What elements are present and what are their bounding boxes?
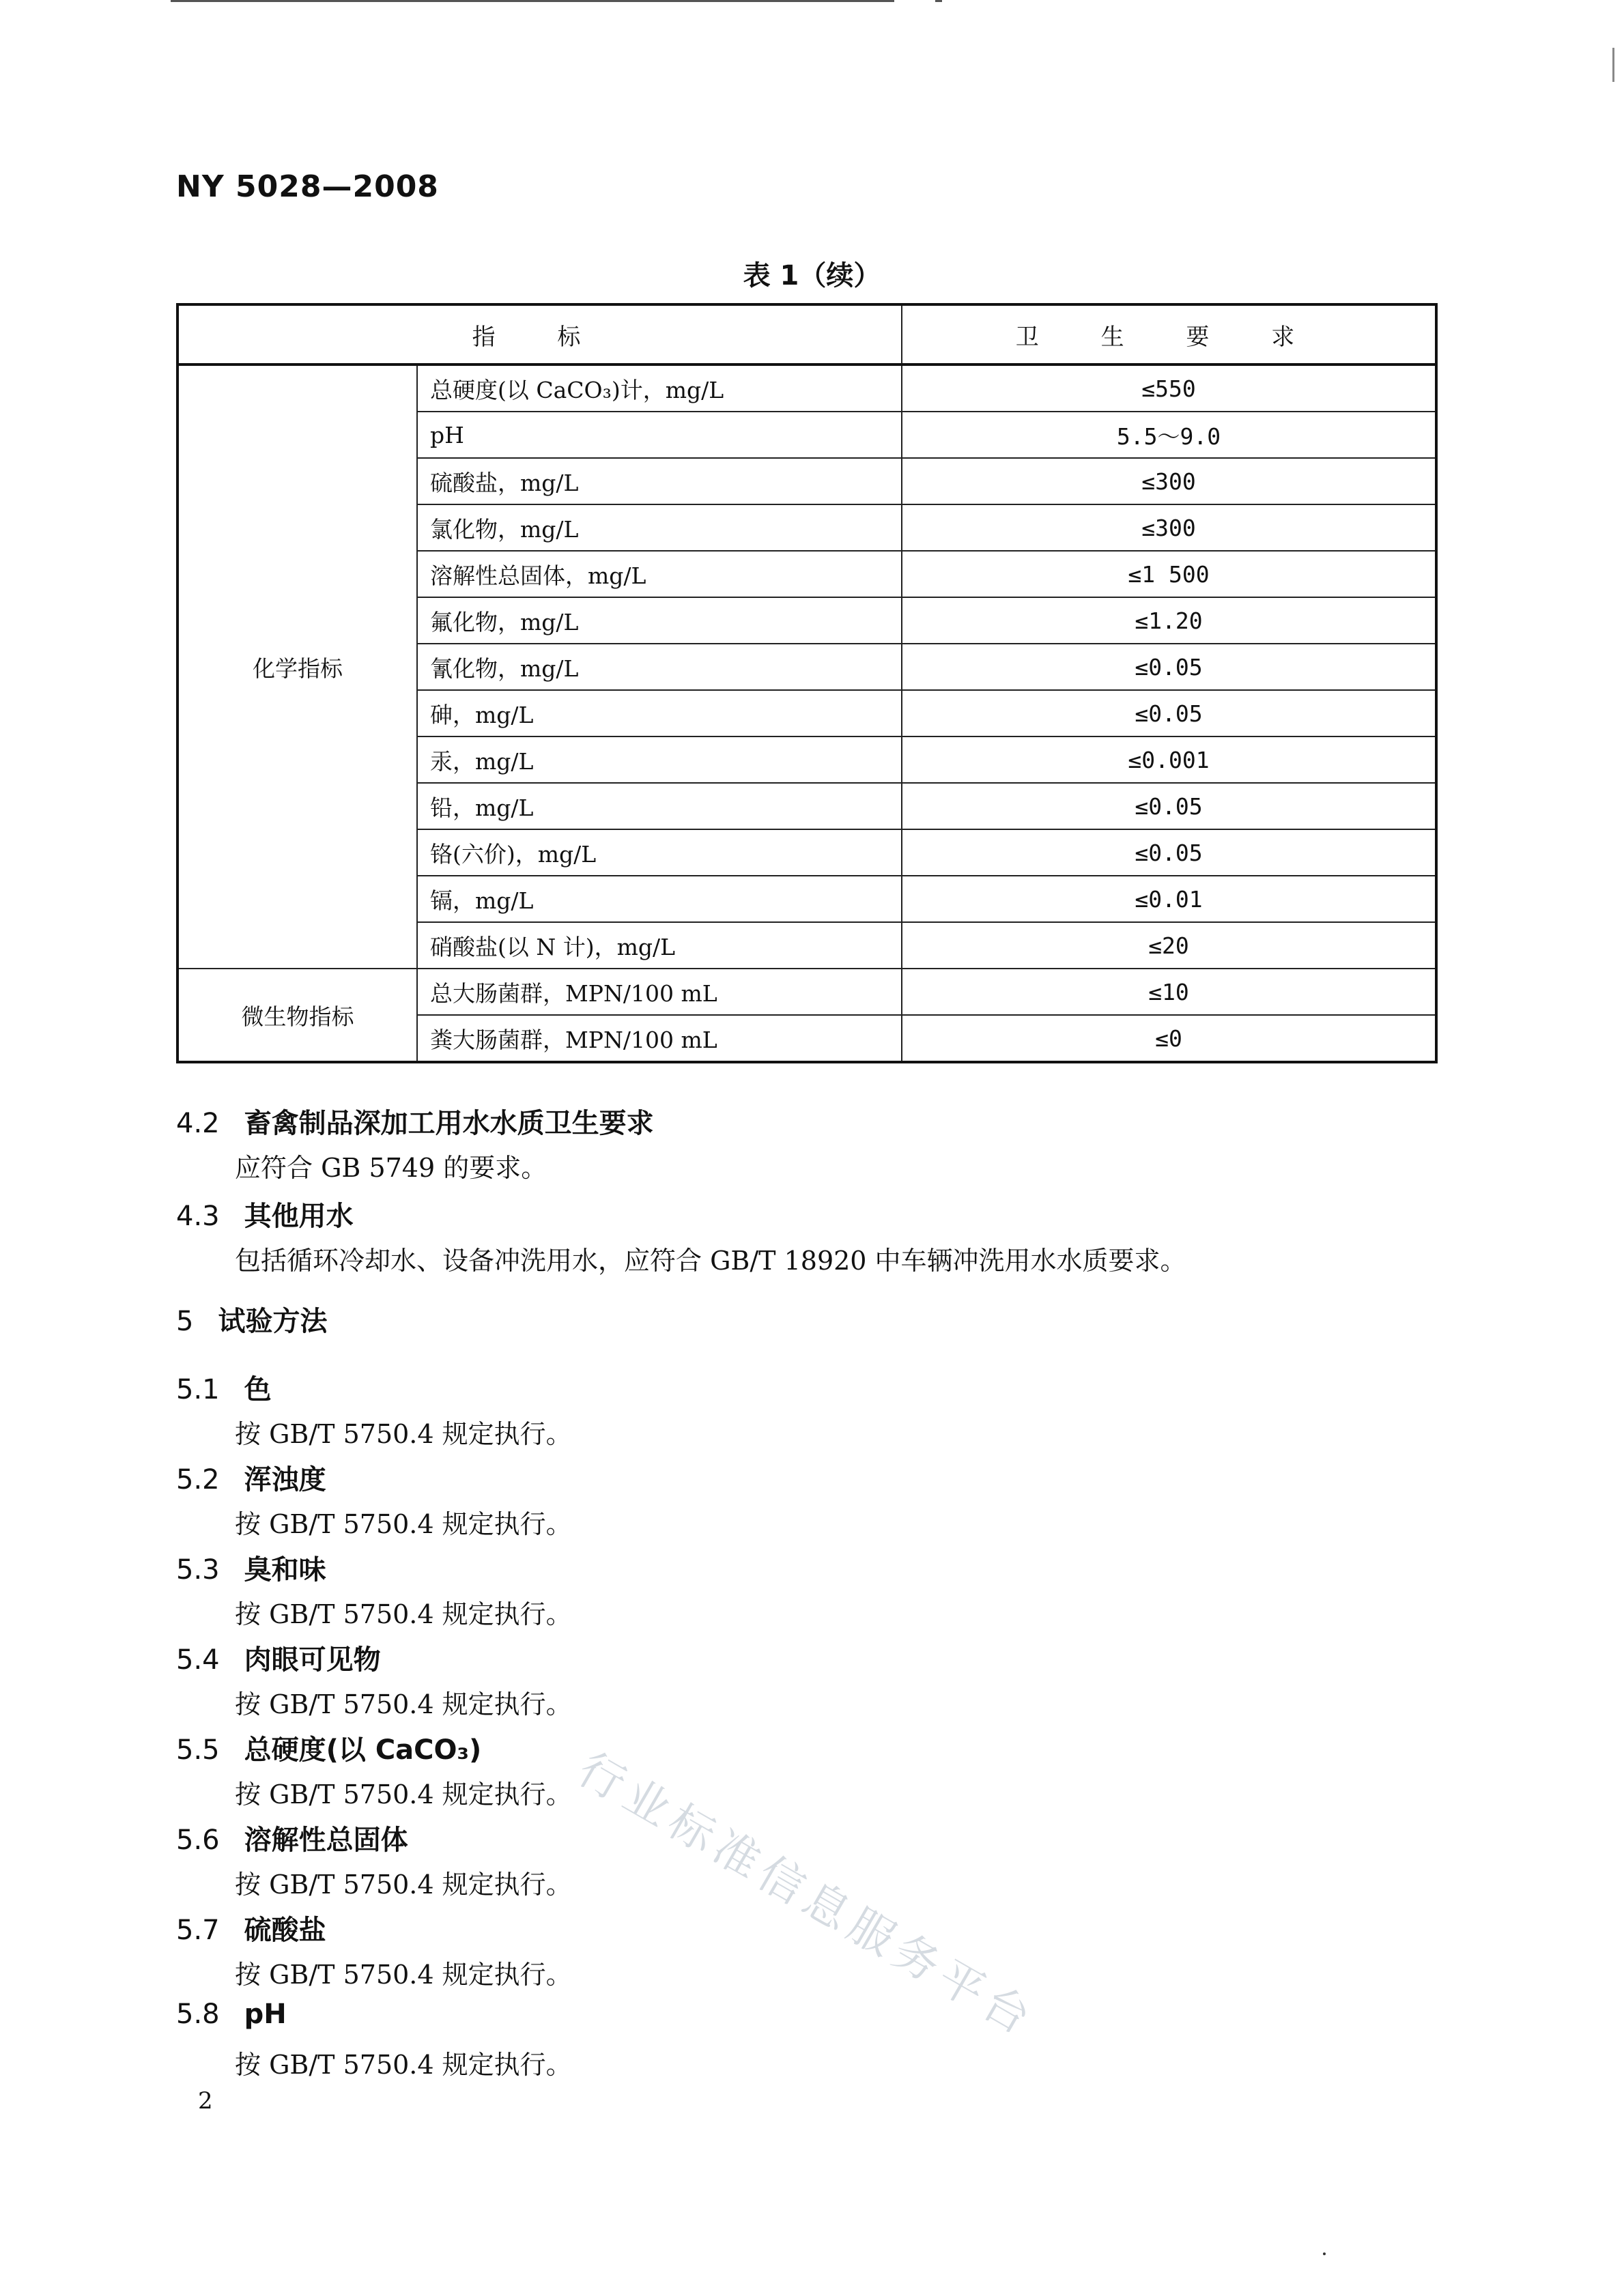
requirement-cell: ≤0.05: [902, 644, 1436, 690]
section-number: 5.4: [176, 1644, 220, 1676]
section-heading: [176, 1999, 287, 2030]
table-row: [177, 969, 1436, 1015]
indicator-cell: 硫酸盐，mg/L: [417, 458, 902, 504]
indicator-cell: 镉，mg/L: [417, 876, 902, 922]
page-number: 2: [198, 2087, 213, 2115]
table-header-row: [177, 304, 1436, 364]
indicator-cell: 砷，mg/L: [417, 690, 902, 736]
section-heading: [176, 1300, 327, 1339]
requirement-cell: ≤300: [902, 458, 1436, 504]
spec-table: [176, 303, 1438, 1063]
indicator-cell: 氯化物，mg/L: [417, 504, 902, 551]
section-body: 按 GB/T 5750.4 规定执行。: [235, 1419, 572, 1449]
section-heading: [176, 1194, 354, 1233]
section-number: 4.2: [176, 1108, 220, 1139]
standard-code: NY 5028—2008: [176, 169, 439, 204]
requirement-cell: ≤20: [902, 922, 1436, 969]
requirement-cell: ≤550: [902, 364, 1436, 412]
requirement-cell: ≤300: [902, 504, 1436, 551]
indicator-cell: 溶解性总固体，mg/L: [417, 551, 902, 597]
section-number: 5: [176, 1306, 194, 1337]
section-body: 包括循环冷却水、设备冲洗用水，应符合 GB/T 18920 中车辆冲洗用水水质要求。: [235, 1246, 1186, 1276]
section-heading: [176, 1728, 481, 1767]
indicator-cell: 汞，mg/L: [417, 736, 902, 783]
section-heading: [176, 1368, 272, 1407]
section-body: 按 GB/T 5750.4 规定执行。: [235, 2050, 572, 2080]
table-caption: 表 1（续）: [743, 260, 881, 291]
section-heading: [176, 1638, 381, 1677]
section-number: 5.3: [176, 1554, 220, 1586]
header-requirement: 卫 生 要 求: [902, 304, 1436, 364]
section-number: 5.6: [176, 1825, 220, 1856]
section-number: 4.3: [176, 1201, 220, 1232]
section-body: 应符合 GB 5749 的要求。: [235, 1153, 547, 1183]
section-number: 5.8: [176, 1999, 220, 2030]
section-number: 5.7: [176, 1915, 220, 1946]
requirement-cell: ≤0.01: [902, 876, 1436, 922]
scan-dot: [1323, 2252, 1326, 2255]
section-title: 肉眼可见物: [244, 1644, 381, 1676]
requirement-cell: ≤0: [902, 1015, 1436, 1062]
section-title: 总硬度(以 CaCO₃): [244, 1734, 482, 1766]
requirement-cell: ≤10: [902, 969, 1436, 1015]
indicator-cell: 总硬度(以 CaCO₃)计，mg/L: [417, 364, 902, 412]
section-number: 5.5: [176, 1734, 220, 1766]
indicator-cell: 铬(六价)，mg/L: [417, 829, 902, 876]
section-number: 5.1: [176, 1374, 220, 1405]
indicator-cell: 铅，mg/L: [417, 783, 902, 829]
section-number: 5.2: [176, 1464, 220, 1496]
top-border-line: [171, 0, 942, 2]
indicator-cell: 氰化物，mg/L: [417, 644, 902, 690]
requirement-cell: ≤1.20: [902, 597, 1436, 644]
indicator-cell: pH: [417, 412, 902, 458]
indicator-cell: 粪大肠菌群，MPN/100 mL: [417, 1015, 902, 1062]
section-title: 臭和味: [244, 1554, 326, 1586]
requirement-cell: ≤0.05: [902, 829, 1436, 876]
requirement-cell: ≤1 500: [902, 551, 1436, 597]
section-title: 硫酸盐: [244, 1915, 326, 1946]
top-border-gap: [894, 0, 935, 2]
section-body: 按 GB/T 5750.4 规定执行。: [235, 1509, 572, 1539]
section-body: 按 GB/T 5750.4 规定执行。: [235, 1779, 572, 1809]
section-title: 溶解性总固体: [244, 1825, 408, 1856]
requirement-cell: 5.5～9.0: [902, 412, 1436, 458]
section-heading: [176, 1548, 326, 1587]
indicator-cell: 硝酸盐(以 N 计)，mg/L: [417, 922, 902, 969]
group-label: 化学指标: [177, 364, 417, 969]
section-title: 色: [244, 1374, 272, 1405]
indicator-cell: 氟化物，mg/L: [417, 597, 902, 644]
header-indicator: 指 标: [177, 304, 902, 364]
section-heading: [176, 1908, 326, 1947]
watermark: 行业标准信息服务平台: [569, 1742, 1045, 2048]
section-body: 按 GB/T 5750.4 规定执行。: [235, 1599, 572, 1629]
section-heading: [176, 1818, 408, 1857]
group-label: 微生物指标: [177, 969, 417, 1062]
scan-mark: [1612, 48, 1614, 82]
section-heading: [176, 1102, 654, 1141]
section-title: 畜禽制品深加工用水水质卫生要求: [244, 1108, 654, 1139]
section-title: pH: [244, 1999, 287, 2030]
requirement-cell: ≤0.001: [902, 736, 1436, 783]
section-body: 按 GB/T 5750.4 规定执行。: [235, 1870, 572, 1900]
indicator-cell: 总大肠菌群，MPN/100 mL: [417, 969, 902, 1015]
section-title: 其他用水: [244, 1201, 354, 1232]
table-row: [177, 364, 1436, 412]
section-title: 浑浊度: [244, 1464, 326, 1496]
section-body: 按 GB/T 5750.4 规定执行。: [235, 1960, 572, 1990]
section-title: 试验方法: [218, 1306, 328, 1337]
section-heading: [176, 1458, 326, 1497]
requirement-cell: ≤0.05: [902, 783, 1436, 829]
requirement-cell: ≤0.05: [902, 690, 1436, 736]
section-body: 按 GB/T 5750.4 规定执行。: [235, 1689, 572, 1719]
